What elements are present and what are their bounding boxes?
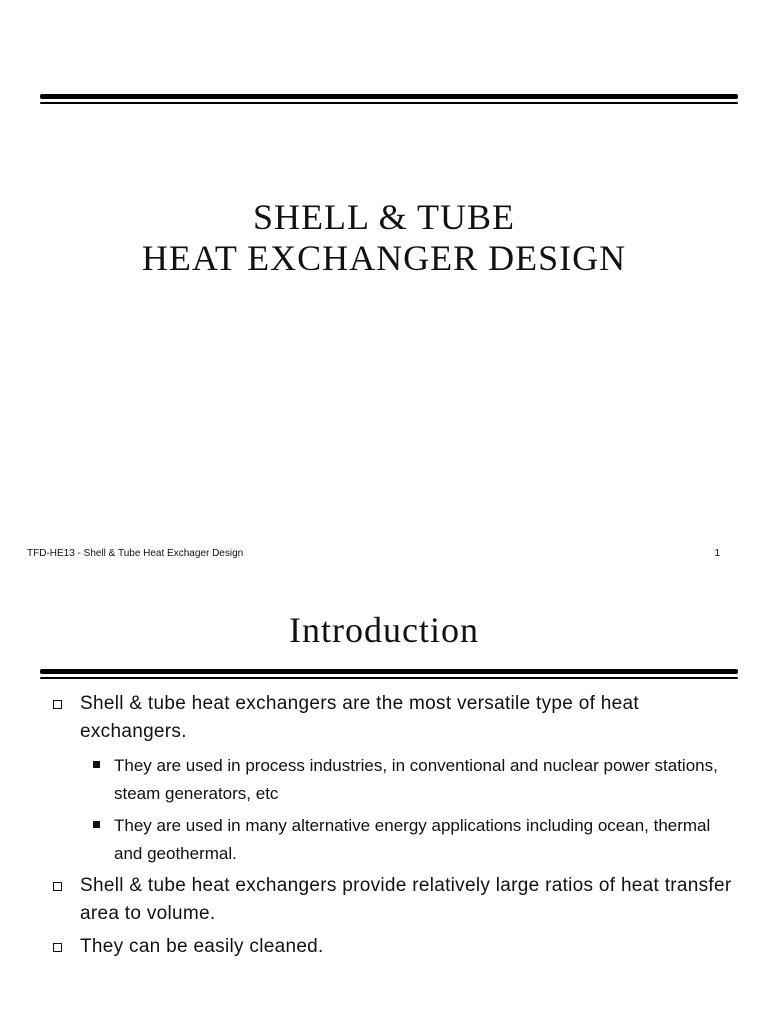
divider-thin-line (40, 677, 738, 679)
slide-title-line-2: HEAT EXCHANGER DESIGN (141, 238, 627, 278)
section-divider-rule (40, 669, 738, 679)
slide-page-number: 1 (714, 548, 720, 559)
slide-title-line-1: SHELL & TUBE (253, 197, 515, 237)
hollow-square-bullet-icon (53, 943, 62, 952)
hollow-square-bullet-icon (53, 700, 62, 709)
filled-square-bullet-icon (93, 761, 100, 768)
section-title: Introduction (289, 610, 479, 650)
bullet-text: Shell & tube heat exchangers provide relatively large ratios of heat transfer area to volume. (80, 875, 732, 924)
sub-bullet-text: They are used in process industries, in conventional and nuclear power stations, steam generators, etc (114, 756, 718, 803)
hollow-square-bullet-icon (53, 882, 62, 891)
divider-thin-line (40, 102, 738, 104)
slide-footer-caption: TFD-HE13 - Shell & Tube Heat Exchager Design (27, 548, 244, 559)
sub-bullet-text: They are used in many alternative energy applications including ocean, thermal and geothermal. (114, 816, 711, 863)
top-divider-rule (40, 94, 738, 104)
filled-square-bullet-icon (93, 821, 100, 828)
divider-thick-line (40, 94, 738, 99)
bullet-text: Shell & tube heat exchangers are the most versatile type of heat exchangers. (80, 693, 639, 742)
bullet-text: They can be easily cleaned. (80, 936, 324, 957)
divider-thick-line (40, 669, 738, 674)
